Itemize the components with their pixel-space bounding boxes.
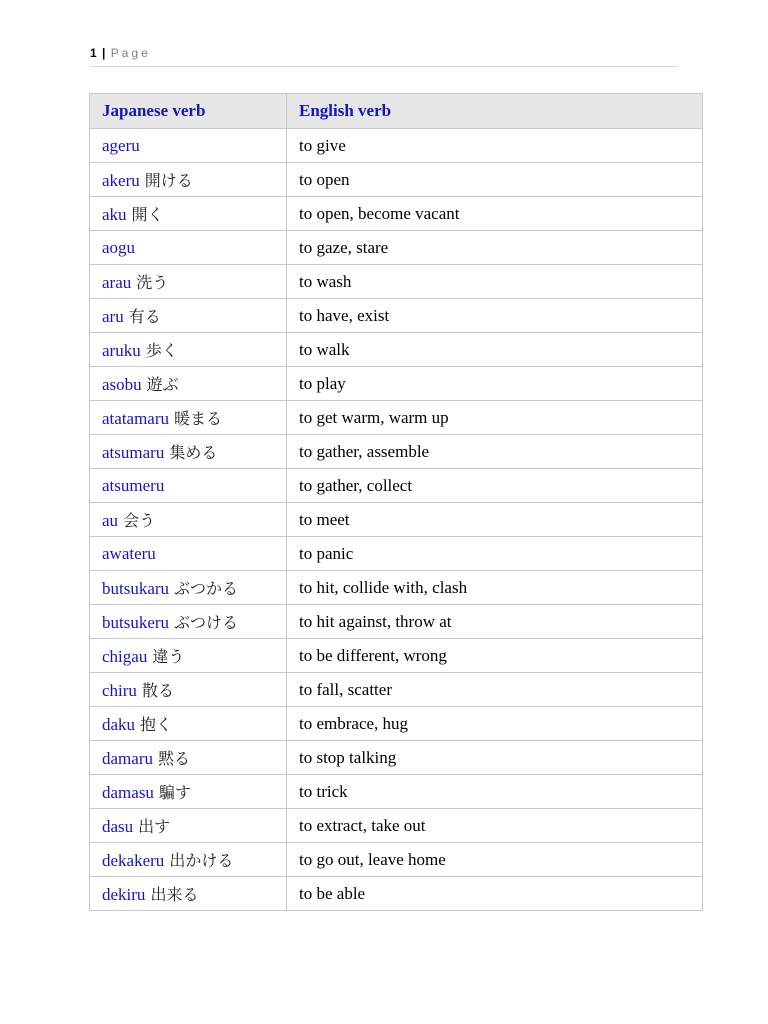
english-verb-cell: to be able bbox=[287, 877, 703, 911]
english-verb-cell: to gather, assemble bbox=[287, 435, 703, 469]
romaji-text: ageru bbox=[102, 135, 140, 155]
table-row bbox=[90, 163, 703, 197]
english-verb-cell: to stop talking bbox=[287, 741, 703, 775]
japanese-verb-cell bbox=[90, 673, 287, 707]
romaji-text: arau bbox=[102, 273, 132, 292]
table-row bbox=[90, 809, 703, 843]
english-verb-cell: to gaze, stare bbox=[287, 231, 703, 265]
table-row bbox=[90, 537, 703, 571]
english-verb-cell: to go out, leave home bbox=[287, 843, 703, 877]
kanji-text: ぶつける bbox=[174, 613, 239, 632]
japanese-verb-cell bbox=[90, 809, 287, 843]
kanji-text: 散る bbox=[141, 681, 174, 700]
romaji-text: daku bbox=[102, 715, 136, 734]
japanese-verb-cell bbox=[90, 401, 287, 435]
table-row bbox=[90, 503, 703, 537]
japanese-verb-cell bbox=[90, 265, 287, 299]
kanji-text: 有る bbox=[128, 307, 161, 326]
japanese-verb-cell bbox=[90, 571, 287, 605]
romaji-text: dekiru bbox=[102, 885, 146, 904]
page-label: Page bbox=[110, 46, 151, 60]
table-row bbox=[90, 673, 703, 707]
romaji-text: aku bbox=[102, 205, 127, 224]
table-row bbox=[90, 775, 703, 809]
english-verb-cell: to get warm, warm up bbox=[287, 401, 703, 435]
japanese-verb-cell bbox=[90, 367, 287, 401]
table-row bbox=[90, 333, 703, 367]
kanji-text: 歩く bbox=[145, 341, 178, 360]
kanji-text: 集める bbox=[169, 443, 218, 462]
table-row bbox=[90, 741, 703, 775]
romaji-text: au bbox=[102, 511, 119, 530]
kanji-text: 暖まる bbox=[174, 409, 223, 428]
english-verb-cell: to panic bbox=[287, 537, 703, 571]
romaji-text: chiru bbox=[102, 681, 137, 700]
japanese-verb-cell bbox=[90, 639, 287, 673]
kanji-text: 洗う bbox=[136, 273, 169, 292]
japanese-verb-cell bbox=[90, 333, 287, 367]
english-verb-cell: to walk bbox=[287, 333, 703, 367]
english-verb-cell: to wash bbox=[287, 265, 703, 299]
romaji-text: atsumaru bbox=[102, 443, 165, 462]
japanese-verb-cell bbox=[90, 605, 287, 639]
romaji-text: damasu bbox=[102, 783, 154, 802]
romaji-text: aogu bbox=[102, 237, 136, 257]
romaji-text: awateru bbox=[102, 543, 156, 563]
romaji-text: aru bbox=[102, 307, 124, 326]
romaji-text: akeru bbox=[102, 171, 140, 190]
column-header-english: English verb bbox=[287, 94, 703, 129]
english-verb-cell: to open bbox=[287, 163, 703, 197]
header-separator: | bbox=[102, 46, 106, 60]
english-verb-cell: to trick bbox=[287, 775, 703, 809]
english-verb-cell: to embrace, hug bbox=[287, 707, 703, 741]
kanji-text: 開ける bbox=[144, 171, 193, 190]
japanese-verb-cell bbox=[90, 741, 287, 775]
japanese-verb-cell bbox=[90, 163, 287, 197]
english-verb-cell: to give bbox=[287, 129, 703, 163]
table-row bbox=[90, 571, 703, 605]
table-row bbox=[90, 605, 703, 639]
japanese-verb-cell bbox=[90, 537, 287, 571]
romaji-text: aruku bbox=[102, 341, 141, 360]
kanji-text: 出来る bbox=[150, 885, 199, 904]
romaji-text: chigau bbox=[102, 647, 148, 666]
english-verb-cell: to hit against, throw at bbox=[287, 605, 703, 639]
romaji-text: dasu bbox=[102, 817, 134, 836]
japanese-verb-cell bbox=[90, 469, 287, 503]
english-verb-cell: to hit, collide with, clash bbox=[287, 571, 703, 605]
table-row bbox=[90, 265, 703, 299]
romaji-text: butsukeru bbox=[102, 613, 170, 632]
table-row bbox=[90, 843, 703, 877]
japanese-verb-cell bbox=[90, 775, 287, 809]
kanji-text: 抱く bbox=[140, 715, 173, 734]
kanji-text: 出かける bbox=[169, 851, 234, 870]
japanese-verb-cell bbox=[90, 435, 287, 469]
english-verb-cell: to open, become vacant bbox=[287, 197, 703, 231]
verb-table bbox=[89, 93, 703, 911]
kanji-text: 黙る bbox=[157, 749, 190, 768]
english-verb-cell: to play bbox=[287, 367, 703, 401]
table-row bbox=[90, 367, 703, 401]
table-row bbox=[90, 435, 703, 469]
table-row bbox=[90, 469, 703, 503]
table-row bbox=[90, 299, 703, 333]
verb-table-body bbox=[90, 129, 703, 911]
romaji-text: dekakeru bbox=[102, 851, 165, 870]
japanese-verb-cell bbox=[90, 197, 287, 231]
japanese-verb-cell bbox=[90, 129, 287, 163]
page-header bbox=[90, 46, 678, 67]
table-row bbox=[90, 707, 703, 741]
table-header-row bbox=[90, 94, 703, 129]
kanji-text: 出す bbox=[138, 817, 171, 836]
romaji-text: damaru bbox=[102, 749, 153, 768]
japanese-verb-cell bbox=[90, 231, 287, 265]
table-row bbox=[90, 231, 703, 265]
kanji-text: 騙す bbox=[158, 783, 191, 802]
kanji-text: ぶつかる bbox=[174, 579, 239, 598]
romaji-text: asobu bbox=[102, 375, 142, 394]
column-header-japanese: Japanese verb bbox=[90, 94, 287, 129]
romaji-text: atsumeru bbox=[102, 475, 165, 495]
japanese-verb-cell bbox=[90, 843, 287, 877]
japanese-verb-cell bbox=[90, 503, 287, 537]
japanese-verb-cell bbox=[90, 877, 287, 911]
table-row bbox=[90, 197, 703, 231]
english-verb-cell: to have, exist bbox=[287, 299, 703, 333]
table-row bbox=[90, 129, 703, 163]
romaji-text: butsukaru bbox=[102, 579, 170, 598]
table-row bbox=[90, 401, 703, 435]
kanji-text: 会う bbox=[123, 511, 156, 530]
kanji-text: 開く bbox=[131, 205, 164, 224]
romaji-text: atatamaru bbox=[102, 409, 170, 428]
kanji-text: 遊ぶ bbox=[146, 375, 179, 394]
english-verb-cell: to gather, collect bbox=[287, 469, 703, 503]
page-number: 1 bbox=[90, 46, 97, 60]
japanese-verb-cell bbox=[90, 299, 287, 333]
table-row bbox=[90, 639, 703, 673]
english-verb-cell: to meet bbox=[287, 503, 703, 537]
english-verb-cell: to fall, scatter bbox=[287, 673, 703, 707]
english-verb-cell: to extract, take out bbox=[287, 809, 703, 843]
english-verb-cell: to be different, wrong bbox=[287, 639, 703, 673]
japanese-verb-cell bbox=[90, 707, 287, 741]
kanji-text: 違う bbox=[152, 647, 185, 666]
table-row bbox=[90, 877, 703, 911]
